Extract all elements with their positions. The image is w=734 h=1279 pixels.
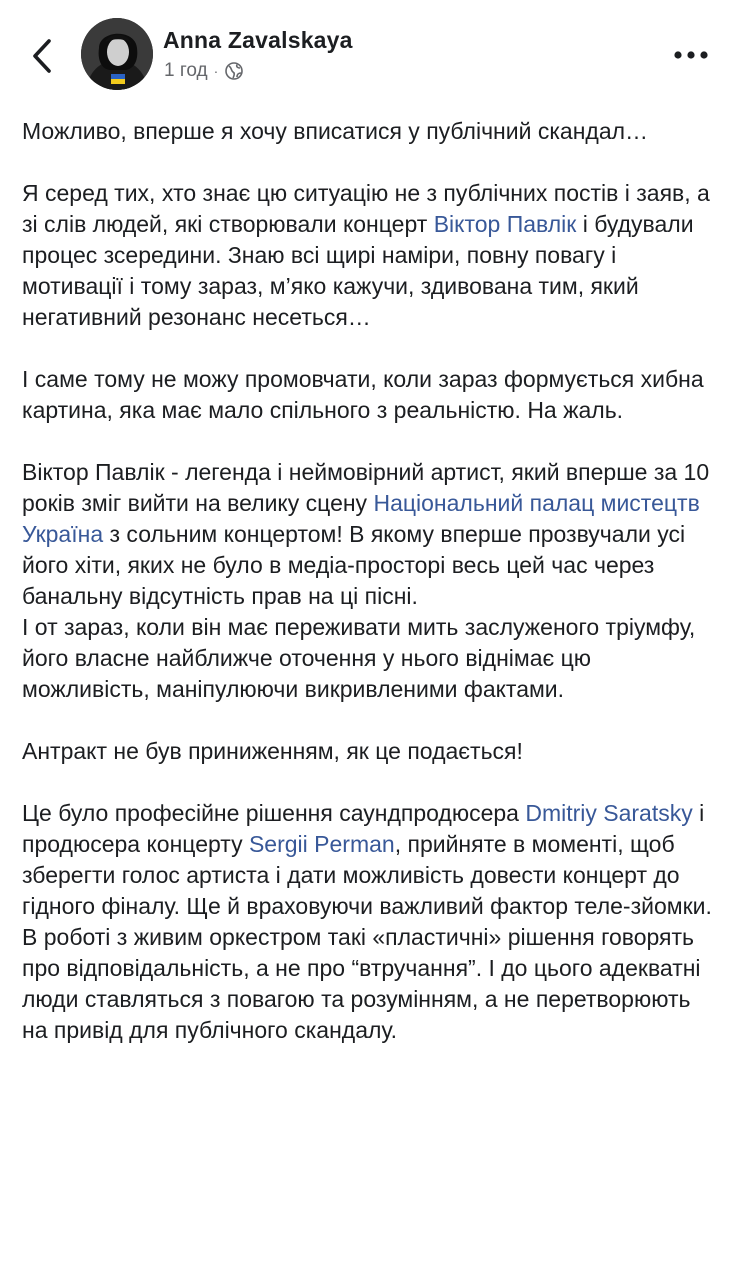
timestamp[interactable]: 1 год — [164, 60, 208, 81]
paragraph-text: Це було професійне рішення саундпродюсера — [22, 800, 526, 826]
post-paragraph-3: І саме тому не можу промовчати, коли зараз формується хибна картина, яка має мало спільного з реальністю. На жаль. — [22, 366, 704, 423]
meta-separator: · — [213, 63, 219, 79]
paragraph-text: Я серед тих, хто знає цю ситуацію не з публічних постів і заяв, а зі слів людей, які створювали концерт — [22, 180, 710, 237]
paragraph-text: Віктор Павлік - легенда і неймовірний артист, який вперше за 10 років зміг вийти на велику сцену — [22, 459, 710, 516]
globe-icon — [224, 61, 244, 81]
chevron-left-icon — [30, 38, 54, 74]
paragraph-text: і будували процес зсередини. Знаю всі щирі наміри, повну повагу і мотивації і тому зараз, м’яко кажучи, здивована тим, який негативний резонанс несеться… — [22, 211, 694, 330]
post-meta — [164, 60, 244, 82]
post-paragraph-4 — [22, 457, 722, 705]
mention-viktor-pavlik[interactable]: Віктор Павлік — [433, 211, 577, 237]
post-paragraph-1: Можливо, вперше я хочу вписатися у публічний скандал… — [22, 118, 649, 144]
more-horizontal-icon — [673, 50, 709, 60]
paragraph-text: , прийняте в моменті, щоб зберегти голос артиста і дати можливість довести концерт до гідного фіналу. Ще й враховуючи важливий фактор теле-зйомки. — [22, 831, 712, 919]
mention-national-palace[interactable]: Національний палац мистецтв Україна — [22, 490, 700, 547]
paragraph-text: з сольним концертом! В якому вперше прозвучали усі його хіти, яких не було в медіа-просторі весь цей час через банальну відсутність прав на ці пісні. — [22, 521, 686, 609]
paragraph-text: і продюсера концерту — [22, 800, 705, 857]
post-body — [22, 116, 722, 1077]
avatar[interactable] — [81, 18, 153, 90]
post-paragraph-2 — [22, 178, 722, 333]
post-paragraph-6 — [22, 798, 722, 1046]
back-button[interactable] — [22, 30, 62, 82]
mention-dmitriy-saratsky[interactable]: Dmitriy Saratsky — [525, 800, 693, 826]
paragraph-text: І от зараз, коли він має переживати мить заслуженого тріумфу, його власне найближче оточення у нього віднімає цю можливість, маніпулюючи викривленими фактами. — [22, 614, 696, 702]
more-options-button[interactable] — [670, 40, 712, 70]
post-header — [0, 0, 734, 96]
post-paragraph-5: Антракт не був приниженням, як це подається! — [22, 738, 523, 764]
mention-sergii-perman[interactable]: Sergii Perman — [248, 831, 395, 857]
author-name[interactable]: Anna Zavalskaya — [163, 27, 353, 53]
paragraph-text: В роботі з живим оркестром такі «пластичні» рішення говорять про відповідальність, а не про “втручання”. І до цього адекватні люди ставляться з повагою та розумінням, а не перетворюють на привід для публічного скандалу. — [22, 924, 701, 1043]
